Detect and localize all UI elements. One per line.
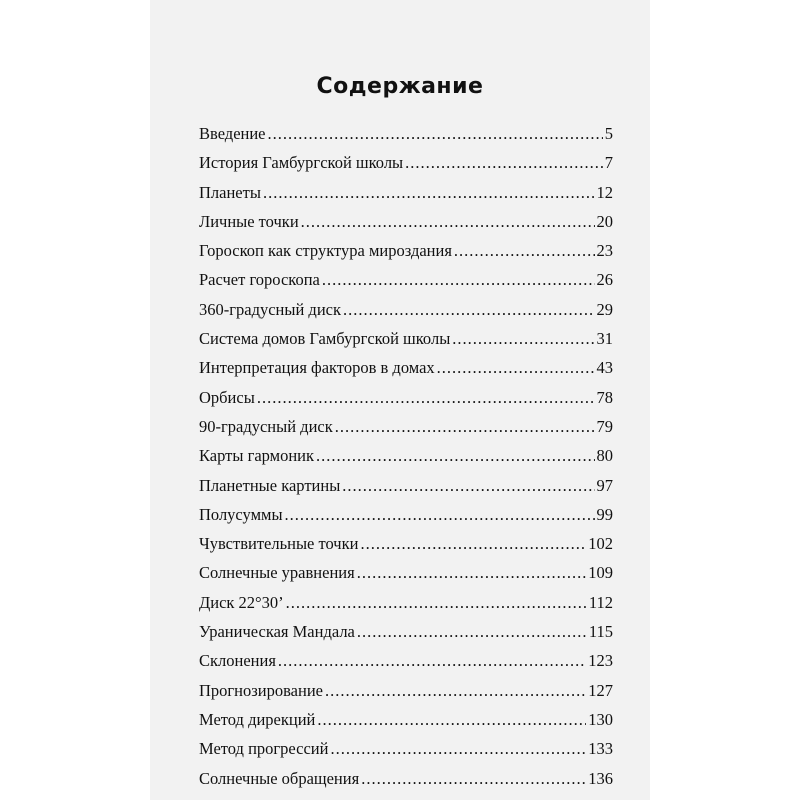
toc-dot-leader bbox=[325, 681, 586, 701]
toc-entry-page-number: 115 bbox=[588, 622, 613, 642]
toc-entry-label: Ураническая Мандала bbox=[199, 622, 355, 642]
toc-entry bbox=[199, 622, 613, 651]
toc-dot-leader bbox=[268, 124, 603, 144]
toc-entry bbox=[199, 739, 613, 768]
toc-entry-page-number: 97 bbox=[596, 475, 613, 495]
toc-entry-label: Орбисы bbox=[199, 387, 255, 407]
toc-entry bbox=[199, 476, 613, 505]
toc-entry bbox=[199, 769, 613, 798]
toc-dot-leader bbox=[317, 710, 586, 730]
page-title: Содержание bbox=[316, 74, 484, 99]
toc-dot-leader bbox=[452, 329, 594, 349]
toc-dot-leader bbox=[357, 622, 587, 642]
toc-entry-label: Склонения bbox=[199, 651, 276, 671]
toc-entry-page-number: 12 bbox=[596, 182, 613, 202]
toc-dot-leader bbox=[257, 388, 595, 408]
toc-dot-leader bbox=[454, 241, 595, 261]
toc-entry-page-number: 79 bbox=[596, 416, 613, 436]
toc-entry-page-number: 26 bbox=[596, 270, 613, 290]
toc-entry bbox=[199, 563, 613, 592]
toc-entry-label: Расчет гороскопа bbox=[199, 270, 320, 290]
toc-dot-leader bbox=[342, 476, 594, 496]
toc-entry bbox=[199, 505, 613, 534]
toc-entry-label: Чувствительные точки bbox=[199, 534, 359, 554]
toc-dot-leader bbox=[316, 446, 594, 466]
toc-entry-page-number: 133 bbox=[588, 739, 613, 759]
toc-dot-leader bbox=[330, 739, 586, 759]
toc-entry bbox=[199, 446, 613, 475]
toc-entry-page-number: 78 bbox=[596, 387, 613, 407]
toc-entry-page-number: 23 bbox=[596, 241, 613, 261]
toc-entry-page-number: 136 bbox=[588, 768, 613, 788]
toc-entry-label: Прогнозирование bbox=[199, 680, 323, 700]
toc-entry-label: Интерпретация факторов в домах bbox=[199, 358, 435, 378]
toc-entry bbox=[199, 417, 613, 446]
toc-entry-label: Метод прогрессий bbox=[199, 739, 329, 759]
toc-entry-page-number: 109 bbox=[588, 563, 613, 583]
toc-entry-page-number: 130 bbox=[588, 709, 613, 729]
toc-entry bbox=[199, 270, 613, 299]
toc-entry bbox=[199, 681, 613, 710]
toc-entry-label: Система домов Гамбургской школы bbox=[199, 329, 451, 349]
toc-entry bbox=[199, 651, 613, 680]
toc-entry-page-number: 127 bbox=[588, 680, 613, 700]
toc-dot-leader bbox=[335, 417, 595, 437]
toc-dot-leader bbox=[437, 358, 595, 378]
toc-entry-label: Солнечные уравнения bbox=[199, 563, 355, 583]
toc-dot-leader bbox=[357, 563, 587, 583]
toc-dot-leader bbox=[343, 300, 595, 320]
toc-entry bbox=[199, 388, 613, 417]
toc-entry-page-number: 29 bbox=[596, 299, 613, 319]
toc-entry-page-number: 99 bbox=[596, 504, 613, 524]
toc-entry bbox=[199, 300, 613, 329]
toc-entry bbox=[199, 710, 613, 739]
toc-dot-leader bbox=[286, 593, 587, 613]
toc-entry-label: Карты гармоник bbox=[199, 446, 315, 466]
toc-entry-page-number: 102 bbox=[588, 534, 613, 554]
toc-entry bbox=[199, 183, 613, 212]
toc-entry-label: Планеты bbox=[199, 182, 261, 202]
toc-entry-label: Личные точки bbox=[199, 211, 299, 231]
toc-entry bbox=[199, 329, 613, 358]
toc-entry-label: Диск 22°30’ bbox=[199, 592, 284, 612]
toc-dot-leader bbox=[405, 153, 603, 173]
toc-entry-page-number: 31 bbox=[596, 329, 613, 349]
toc-entry-page-number: 43 bbox=[596, 358, 613, 378]
toc-entry-label: 90-градусный диск bbox=[199, 416, 333, 436]
toc-entry-label: Солнечные обращения bbox=[199, 768, 360, 788]
toc-entry bbox=[199, 358, 613, 387]
toc-entry bbox=[199, 534, 613, 563]
toc-entry bbox=[199, 153, 613, 182]
toc-entry bbox=[199, 593, 613, 622]
toc-entry-page-number: 112 bbox=[588, 592, 613, 612]
toc-dot-leader bbox=[278, 651, 586, 671]
toc-entry bbox=[199, 241, 613, 270]
toc-entry-page-number: 20 bbox=[596, 211, 613, 231]
toc-dot-leader bbox=[263, 183, 595, 203]
toc-dot-leader bbox=[360, 534, 586, 554]
table-of-contents bbox=[199, 124, 613, 798]
toc-entry-page-number: 7 bbox=[604, 153, 613, 173]
book-page bbox=[150, 0, 650, 800]
toc-entry-page-number: 5 bbox=[604, 124, 613, 143]
toc-entry-page-number: 123 bbox=[588, 651, 613, 671]
toc-entry-label: История Гамбургской школы bbox=[199, 153, 404, 173]
toc-entry-label: Гороскоп как структура мироздания bbox=[199, 241, 452, 261]
toc-entry-label: Планетные картины bbox=[199, 475, 341, 495]
toc-entry bbox=[199, 212, 613, 241]
toc-dot-leader bbox=[301, 212, 595, 232]
toc-entry-label: Метод дирекций bbox=[199, 709, 316, 729]
toc-entry-label: Введение bbox=[199, 124, 266, 143]
toc-dot-leader bbox=[285, 505, 595, 525]
toc-entry-label: Полусуммы bbox=[199, 504, 283, 524]
toc-entry bbox=[199, 124, 613, 153]
toc-dot-leader bbox=[361, 769, 586, 789]
toc-entry-label: 360-градусный диск bbox=[199, 299, 341, 319]
toc-entry-page-number: 80 bbox=[596, 446, 613, 466]
toc-dot-leader bbox=[322, 270, 595, 290]
